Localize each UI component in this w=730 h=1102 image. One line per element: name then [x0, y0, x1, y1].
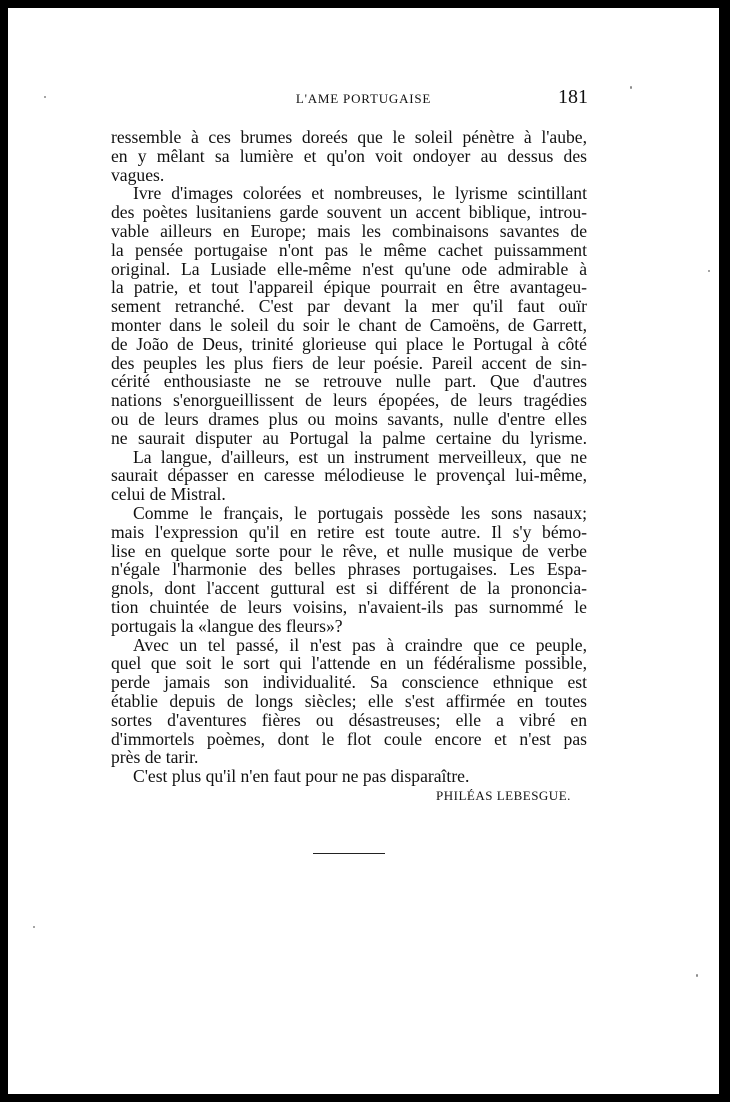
running-head: L'AME PORTUGAISE [295, 91, 432, 106]
text-line: ne saurait disputer au Portugal la palme certaine du lyrisme. [111, 427, 587, 448]
page-header [8, 88, 719, 112]
text-line: cérité enthousiaste ne se retrouve nulle part. Que d'autres [111, 371, 587, 392]
text-line: quel que soit le sort qui l'attende en un fédéralisme possible, [111, 653, 587, 674]
text-line: saurait dépasser en caresse mélodieuse le provençal lui-même, [111, 465, 587, 486]
text-line: mais l'expression qu'il en retire est toute autre. Il s'y bémo- [111, 521, 587, 542]
text-line: n'égale l'harmonie des belles phrases portugaises. Les Espa- [111, 559, 587, 580]
text-line: en y mêlant sa lumière et qu'on voit ondoyer au dessus des [111, 145, 587, 166]
text-line: des poètes lusitaniens garde souvent un accent biblique, introu- [111, 202, 587, 223]
text-line: de João de Deus, trinité glorieuse qui place le Portugal à côté [111, 333, 587, 354]
text-line: des peuples les plus fiers de leur poésie. Pareil accent de sin- [111, 352, 587, 373]
text-line: ou de leurs drames plus ou moins savants, nulle d'entre elles [111, 408, 587, 429]
text-line: monter dans le soleil du soir le chant de Camoëns, de Garrett, [111, 314, 587, 335]
text-line: perde jamais son individualité. Sa conscience ethnique est [111, 672, 587, 693]
text-line: tion chuintée de leurs voisins, n'avaient-ils pas surnommé le [111, 596, 587, 617]
closing-rule [313, 853, 385, 854]
text-line: la patrie, et tout l'appareil épique pourrait en être avantageu- [111, 277, 587, 298]
author-signature: PHILÉAS LEBESGUE. [436, 788, 571, 803]
text-line: près de tarir. [111, 747, 199, 768]
text-line: Ivre d'images colorées et nombreuses, le lyrisme scintillant [133, 183, 587, 204]
scan-speck [44, 96, 46, 98]
text-line: Comme le français, le portugais possède les sons nasaux; [133, 502, 587, 523]
text-line: sortes d'aventures fières ou désastreuses; elle a vibré en [111, 709, 587, 730]
text-line: C'est plus qu'il n'en faut pour ne pas disparaître. [133, 766, 470, 787]
book-page [8, 8, 719, 1094]
text-line: la pensée portugaise n'ont pas le même cachet puissamment [111, 239, 587, 260]
text-line: nations s'enorgueillissent de leurs épopées, de leurs tragédies [111, 390, 587, 411]
text-line: portugais la «langue des fleurs»? [111, 615, 343, 636]
text-line: lise en quelque sorte pour le rêve, et nulle musique de verbe [111, 540, 587, 561]
text-line: établie depuis de longs siècles; elle s'est affirmée en toutes [111, 690, 587, 711]
text-line: vagues. [111, 164, 165, 185]
text-line: d'immortels poèmes, dont le flot coule encore et n'est pas [111, 728, 587, 749]
scan-speck [630, 86, 632, 89]
text-line: celui de Mistral. [111, 484, 226, 505]
scan-speck [33, 926, 35, 928]
text-line: La langue, d'ailleurs, est un instrument merveilleux, que ne [133, 446, 587, 467]
text-line: gnols, dont l'accent guttural est si différent de la prononcia- [111, 578, 587, 599]
body-text [111, 128, 587, 786]
text-line: vable ailleurs en Europe; mais les combinaisons savantes de [111, 220, 587, 241]
text-line: sement retranché. C'est par devant la mer qu'il faut ouïr [111, 296, 587, 317]
text-line: ressemble à ces brumes doreés que le soleil pénètre à l'aube, [111, 127, 587, 147]
scan-speck [696, 974, 698, 977]
text-line: Avec un tel passé, il n'est pas à craindre que ce peuple, [133, 634, 587, 655]
scan-speck [708, 270, 710, 272]
text-line: original. La Lusiade elle-même n'est qu'une ode admirable à [111, 258, 587, 279]
page-number: 181 [558, 86, 588, 108]
